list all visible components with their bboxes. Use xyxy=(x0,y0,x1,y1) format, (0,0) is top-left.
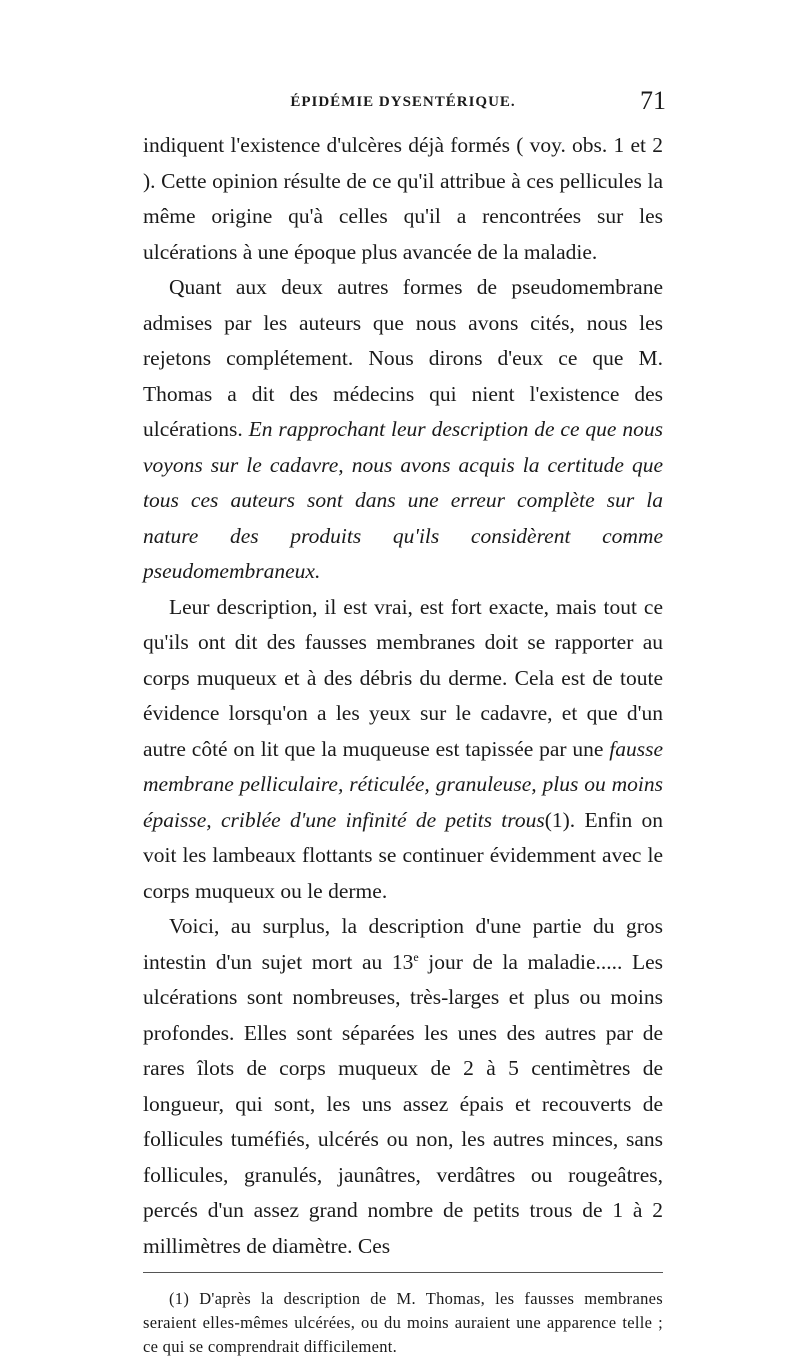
paragraph-text: Voici, au surplus, la description d'une partie du gros intestin d'un sujet mort au 13 xyxy=(143,914,663,974)
running-title: ÉPIDÉMIE DYSENTÉRIQUE. xyxy=(290,94,516,110)
paragraph-4 xyxy=(143,909,663,1264)
book-page xyxy=(143,86,666,1359)
body-text xyxy=(143,128,663,1264)
paragraph-3 xyxy=(143,590,663,910)
paragraph-text: (1). Enfin on voit les lambeaux flottants se continuer évidemment avec le corps muqueux ou le derme. xyxy=(143,807,663,903)
footnote-rule xyxy=(143,1272,663,1273)
paragraph-text: Quant aux deux autres formes de pseudomembrane admises par les auteurs que nous avons cités, nous les rejetons complétement. Nous dirons d'eux ce que M. Thomas a dit des médecins qui nient l'existence des ulcérations. xyxy=(143,275,663,441)
italic-passage: En rapprochant leur description de ce que nous voyons sur le cadavre, nous avons acquis la certitude que tous ces auteurs sont dans une erreur complète sur la nature des produits qu'ils considèrent comme pseudomembraneux. xyxy=(143,417,664,583)
paragraph-text: indiquent l'existence d'ulcères déjà formés ( voy. obs. 1 et 2 ). Cette opinion résulte de ce qu'il attribue à ces pellicules la même origine qu'à celles qu'il a rencontrées sur les ulcérations à une époque plus avancée de la maladie. xyxy=(143,133,663,264)
page-number: 71 xyxy=(640,86,666,115)
superscript: e xyxy=(413,949,419,964)
paragraph-2 xyxy=(143,270,663,590)
italic-passage: fausse membrane pelliculaire, réticulée, granuleuse, plus ou moins épaisse, criblée d'une infinité de petits trous xyxy=(143,736,663,832)
paragraph-1 xyxy=(143,128,663,270)
running-head xyxy=(143,86,666,122)
paragraph-text: jour de la maladie..... Les ulcérations sont nombreuses, très-larges et plus ou moins profondes. Elles sont séparées les unes des autres par de rares îlots de corps muqueux de 2 à 5 centimètres de longueur, qui sont, les uns assez épais et recouverts de follicules tuméfiés, ulcérés ou non, les autres minces, sans follicules, granulés, jaunâtres, verdâtres ou rougeâtres, percés d'un assez grand nombre de petits trous de 1 à 2 millimètres de diamètre. Ces xyxy=(143,949,663,1258)
paragraph-text: Leur description, il est vrai, est fort exacte, mais tout ce qu'ils ont dit des fausses membranes doit se rapporter au corps muqueux et à des débris du derme. Cela est de toute évidence lorsqu'on a les yeux sur le cadavre, et que d'un autre côté on lit que la muqueuse est tapissée par une xyxy=(143,594,663,761)
footnote: (1) D'après la description de M. Thomas, les fausses membranes seraient elles-mêmes ulcérées, ou du moins auraient une apparence telle ; ce qui se comprendrait difficilement. xyxy=(143,1289,663,1356)
